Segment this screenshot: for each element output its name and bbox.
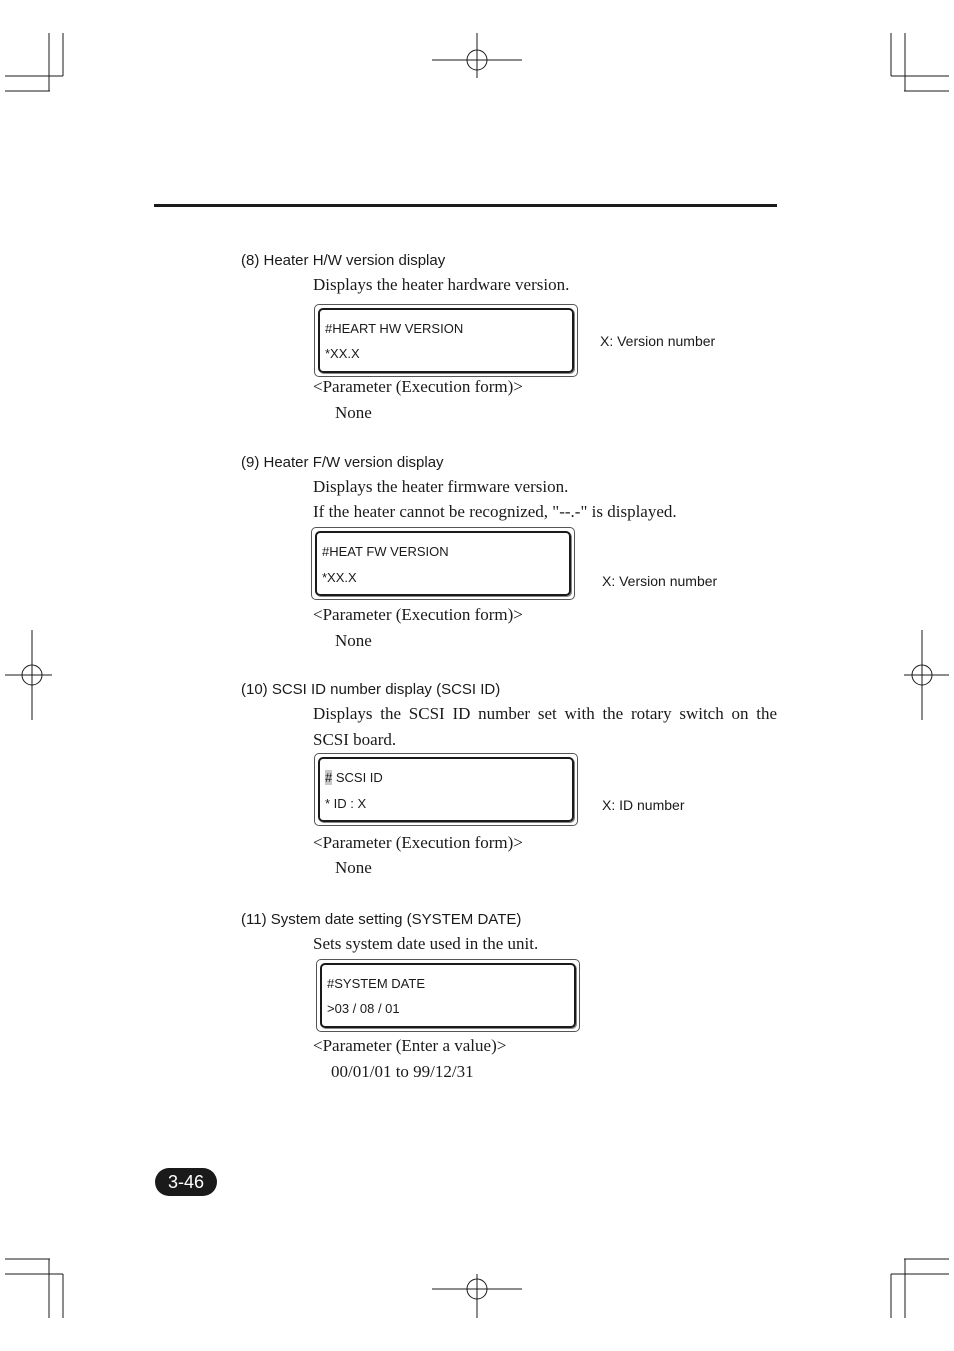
lcd-line: #HEART HW VERSION (325, 321, 464, 336)
lcd-line: #SYSTEM DATE (327, 976, 426, 991)
lcd-line: >03 / 08 / 01 (327, 1001, 400, 1016)
section-description: Displays the heater hardware version. (313, 275, 570, 294)
parameter-value: 00/01/01 to 99/12/31 (331, 1062, 474, 1081)
lcd-note: X: Version number (602, 573, 718, 589)
section-heading-heater-fw: (9) Heater F/W version display (241, 454, 444, 471)
parameter-label: <Parameter (Execution form)> (313, 605, 523, 624)
section-description: Sets system date used in the unit. (313, 934, 539, 953)
parameter-value: None (335, 631, 372, 650)
page-number-badge: 3-46 (155, 1168, 217, 1196)
lcd-line: #HEAT FW VERSION (322, 544, 449, 559)
lcd-line (325, 770, 383, 785)
section-description: Displays the SCSI ID number set with the rotary switch on the (313, 704, 777, 723)
lcd-line-text: SCSI ID (332, 770, 383, 785)
parameter-label: <Parameter (Execution form)> (313, 377, 523, 396)
section-heading-scsi-id: (10) SCSI ID number display (SCSI ID) (241, 681, 501, 698)
lcd-display-panel (314, 304, 578, 377)
lcd-note: X: Version number (600, 333, 716, 349)
header-rule (154, 204, 777, 207)
lcd-cursor: # (325, 770, 333, 785)
parameter-label: <Parameter (Enter a value)> (313, 1036, 507, 1055)
lcd-display-panel (316, 959, 580, 1032)
lcd-display-panel (311, 527, 575, 600)
section-description: If the heater cannot be recognized, "--.-" is displayed. (313, 502, 677, 521)
lcd-line: * ID : X (325, 796, 367, 811)
section-heading-heater-hw: (8) Heater H/W version display (241, 252, 446, 269)
lcd-display-panel (314, 753, 578, 826)
section-heading-system-date: (11) System date setting (SYSTEM DATE) (241, 911, 522, 928)
section-description: SCSI board. (313, 730, 397, 749)
lcd-line: *XX.X (325, 346, 360, 361)
lcd-line: *XX.X (322, 570, 357, 585)
parameter-label: <Parameter (Execution form)> (313, 833, 523, 852)
lcd-note: X: ID number (602, 797, 685, 813)
parameter-value: None (335, 403, 372, 422)
parameter-value: None (335, 858, 372, 877)
section-description: Displays the heater firmware version. (313, 477, 569, 496)
